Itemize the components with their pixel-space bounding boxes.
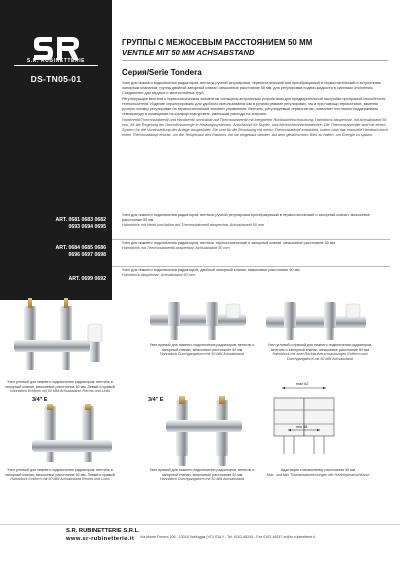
thread-label-2: 3/4" E xyxy=(148,397,164,403)
caption-angle xyxy=(4,380,116,394)
description-ru: Узел для нижнего подключения радиаторов, вентиль ручной регулировки, термостатический или преобразуемый в термостатический и встроенным запорным клапаном; группа двойной запорный клапан, межосевое расстояние 50 мм, для регулировки подачи жидкости в системах отопления. Соединение для медных и многослойных труб. xyxy=(122,81,381,95)
caption-angle-thread-de: Hahnblock Eckform mit 50 MM Achsabstand Rechts und Links xyxy=(10,477,110,482)
product-image-angle-straight xyxy=(262,298,374,342)
caption-straight-thread xyxy=(146,468,258,482)
description xyxy=(122,81,390,139)
brand-divider xyxy=(14,65,98,66)
product-image-angle xyxy=(6,296,114,378)
description-de: Handventil/Thermostatventil und Handventil umrüstbar auf Thermostatventil mit integrierter Rücklaufverschraubung, Hahnblock absperrbar, mit Achsabstand 50 mm, für die Regelung der Durchflussmenge in Heizungssystemen. Anschlüsse für Kupfer- und Mehrschichtverbundrohre. Die Thermostatventile sind mit einem System für die Voreinstellung der Anlage ausgerüstet. Sie sind für die Benutzung mit einem Thermostatkopf entwickelt, indem man das manuelle Handrad durch einen Thermostatkopf ersetzt, um die Temperatur des Raumes, wo sie eingebaut werden, auf dem gewünschten Wert zu halten, um Energie zu sparen. xyxy=(122,118,388,137)
caption-straight-thread-ru: Узел прямой для нижнего подключения радиаторов, вентиль и запорный клапан, межосевое расстояние 50 мм xyxy=(149,468,255,477)
article-codes-3 xyxy=(69,276,107,283)
caption-angle-straight-ru: Узел угловой и прямой для нижнего подключения радиаторов, вентиль и запорный клапан, межосевое расстояние 50 мм xyxy=(267,343,373,352)
article-desc-1 xyxy=(122,213,390,228)
caption-dimensions xyxy=(262,468,374,477)
article-codes-2-line-1: ART. 0684 0685 0686 xyxy=(55,245,106,251)
dim-min-label: min 48 xyxy=(296,425,308,429)
article-block-1 xyxy=(0,212,112,239)
caption-angle-straight xyxy=(264,343,376,361)
product-image-straight-thread xyxy=(162,396,248,468)
caption-angle-thread-ru: Узел угловой для нижнего подключения радиаторов, вентиль и запорный клапан, межосевое расстояние 50 мм. Левый и правый xyxy=(5,468,115,477)
article-desc-3 xyxy=(122,268,390,278)
article-divider xyxy=(112,239,390,240)
thread-label-1: 3/4" E xyxy=(32,397,48,403)
product-image-angle-thread xyxy=(24,404,120,464)
caption-dimensions-ru: Адаптация к межосевому расстоянию 50 мм xyxy=(280,468,356,472)
article-divider xyxy=(112,266,390,267)
article-desc-1-ru: Узел для нижнего подключения радиаторов, вентиль ручной регулировки преобразуемый в термостатический и запорный клапан, межосевое расстояние 50 мм xyxy=(122,213,370,222)
caption-angle-straight-de: Hahnblock mit zwei Rücklaufverschraubungen Eckform und Durchgangsform mit 50 MM Achsabstand xyxy=(272,352,368,361)
document-code: DS-TN05-01 xyxy=(30,74,82,84)
caption-angle-ru: Узел угловой для нижнего подключения радиаторов, вентиль и запорный клапан, межосевое расстояние 50 мм. Левый и правый xyxy=(5,380,115,389)
dimension-diagram xyxy=(270,380,374,462)
product-image-straight xyxy=(146,298,250,342)
caption-straight-thread-de: Hahnblock Durchgangsform mit 50 MM Achsabstand xyxy=(160,477,244,482)
caption-angle-thread xyxy=(4,468,116,482)
article-desc-1-de: Hahnblock mit Ventil umrüstbar auf Thermostatventil absperrbar, Achsabstand 50 mm xyxy=(122,223,265,227)
article-desc-3-ru: Узел для нижнего подключения радиаторов, двойной запорный клапан, межосевое расстояние 50 мм xyxy=(122,268,300,272)
footer-website-link[interactable]: www.sr-rubinetterie.it xyxy=(66,536,135,542)
title-de: VENTILE MIT 50 MM ACHSABSTAND xyxy=(122,48,255,57)
footer-divider xyxy=(0,524,400,525)
title-divider xyxy=(122,60,388,61)
title-ru: ГРУППЫ С МЕЖОСЕВЫМ РАССТОЯНИЕМ 50 ММ xyxy=(122,38,313,47)
article-desc-2-ru: Узел для нижнего подключения радиаторов, вентиль термостатический и запорный клапан, межосевое расстояние 50 мм xyxy=(122,241,336,245)
article-codes-1-line-1: ART. 0681 0683 0682 xyxy=(55,217,106,223)
article-codes-2 xyxy=(56,245,106,258)
article-codes-2-line-2: 0696 0697 0698 xyxy=(68,251,106,258)
footer-address: Via Monte Fenera 106 - 13018 Valduggia (VC) ITALY - Tel. 0163-48240 - Fax 0163-48247 sr@sr-rubinetterie.it xyxy=(140,535,316,539)
description-ru-2: Регулирующие вентили с термостатическим элементом оснащены встроенным устройством для предварительной настройки пропускной способности теплоносителя. Изделие спроектировано для удобного использования как в ручном режиме регулировки, так и при помощи термостатов, заменяя ручную головку регулировки на термостатический элемент управления. Вентиль, регулируемый термостатом, позволяет постоянно поддерживать температуру в помещении на комфортном уровне, уменьшая расходы на энергию. xyxy=(122,97,386,116)
brand-name: S.R. RUBINETTERIE xyxy=(26,58,86,64)
article-desc-2-de: Hahnblock mit Thermostatventil absperrbar, Achsabstand 50 mm xyxy=(122,246,230,250)
article-desc-3-de: Hahnblock absperrbar, Achsabstand 50 mm xyxy=(122,273,195,277)
article-desc-2 xyxy=(122,241,390,251)
caption-straight-ru: Узел прямой для нижнего подключения радиаторов, вентиль и запорный клапан, межосевое расстояние 50 мм xyxy=(149,343,255,352)
article-block-2 xyxy=(0,240,112,266)
caption-straight xyxy=(146,343,258,357)
dim-max-label: max 62 xyxy=(296,382,309,386)
article-codes-1-line-2: 0693 0694 0695 xyxy=(68,223,106,230)
caption-angle-de: Hahnblock Eckform mit 50 MM Achsabstand. Rechts und Links xyxy=(9,389,111,394)
caption-dimensions-de: Max. und Min. Toleranzabweichungen der Hezkörperanschlüsse xyxy=(266,472,370,477)
article-codes-1 xyxy=(56,217,106,230)
series-title: Серия/Serie Tondera xyxy=(122,68,202,77)
caption-straight-de: Hahnblock Durchgangsform mit 50 MM Achsabstand xyxy=(160,352,244,357)
article-codes-3-line-1: ART. 0699 0692 xyxy=(68,276,106,282)
footer-company: S.R. RUBINETTERIE S.R.L. xyxy=(66,528,140,534)
article-block-3 xyxy=(0,267,112,290)
